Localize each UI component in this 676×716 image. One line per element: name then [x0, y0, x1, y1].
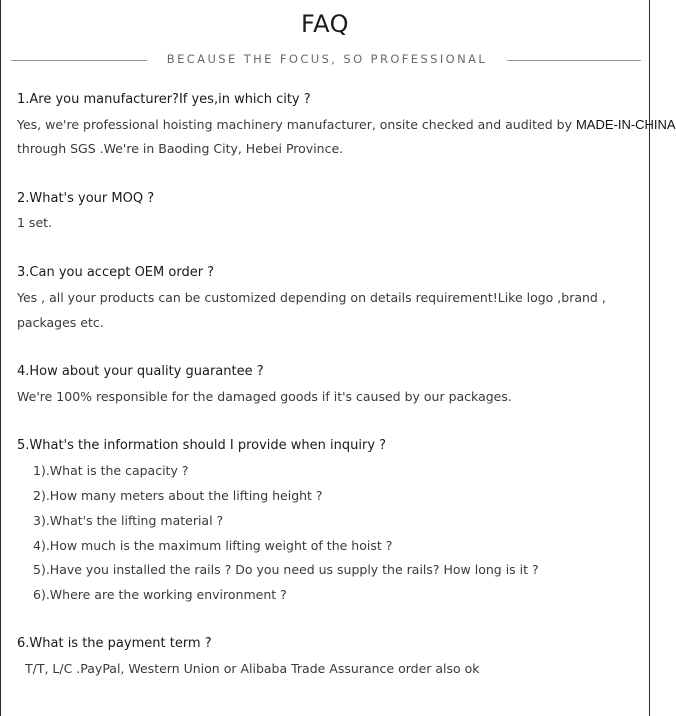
faq-answer-1-line-1 — [17, 117, 676, 132]
faq-question-2: 2.What's your MOQ ? — [17, 191, 155, 206]
divider-right — [507, 60, 641, 61]
faq-answer-1-highlight: MADE-IN-CHINA — [575, 117, 676, 132]
faq-item-5-4: 4).How much is the maximum lifting weight of the hoist ? — [33, 538, 393, 553]
faq-item-5-2: 2).How many meters about the lifting height ? — [33, 488, 323, 503]
faq-question-1: 1.Are you manufacturer?If yes,in which city ? — [17, 92, 311, 107]
faq-item-5-5: 5).Have you installed the rails ? Do you need us supply the rails? How long is it ? — [33, 562, 539, 577]
faq-question-5: 5.What's the information should I provide when inquiry ? — [17, 438, 387, 453]
faq-question-3: 3.Can you accept OEM order ? — [17, 265, 215, 280]
faq-answer-3-line-2: packages etc. — [17, 315, 104, 330]
faq-answer-1-text: Yes, we're professional hoisting machinery manufacturer, onsite checked and audited by — [17, 117, 576, 132]
faq-item-5-1: 1).What is the capacity ? — [33, 463, 189, 478]
faq-answer-4: We're 100% responsible for the damaged goods if it's caused by our packages. — [17, 389, 512, 404]
subtitle-row — [1, 52, 649, 68]
faq-answer-2: 1 set. — [17, 215, 53, 230]
page-subtitle: BECAUSE THE FOCUS, SO PROFESSIONAL — [166, 52, 488, 66]
faq-item-5-3: 3).What's the lifting material ? — [33, 513, 224, 528]
faq-item-5-6: 6).Where are the working environment ? — [33, 587, 287, 602]
page-title: FAQ — [301, 10, 349, 38]
faq-answer-1-line-2: through SGS .We're in Baoding City, Hebei Province. — [17, 141, 344, 156]
faq-answer-6: T/T, L/C .PayPal, Western Union or Alibaba Trade Assurance order also ok — [25, 661, 480, 676]
faq-question-4: 4.How about your quality guarantee ? — [17, 364, 264, 379]
divider-left — [11, 60, 147, 61]
faq-answer-3-line-1: Yes , all your products can be customized depending on details requirement!Like logo ,brand , — [17, 290, 606, 305]
faq-question-6: 6.What is the payment term ? — [17, 636, 212, 651]
